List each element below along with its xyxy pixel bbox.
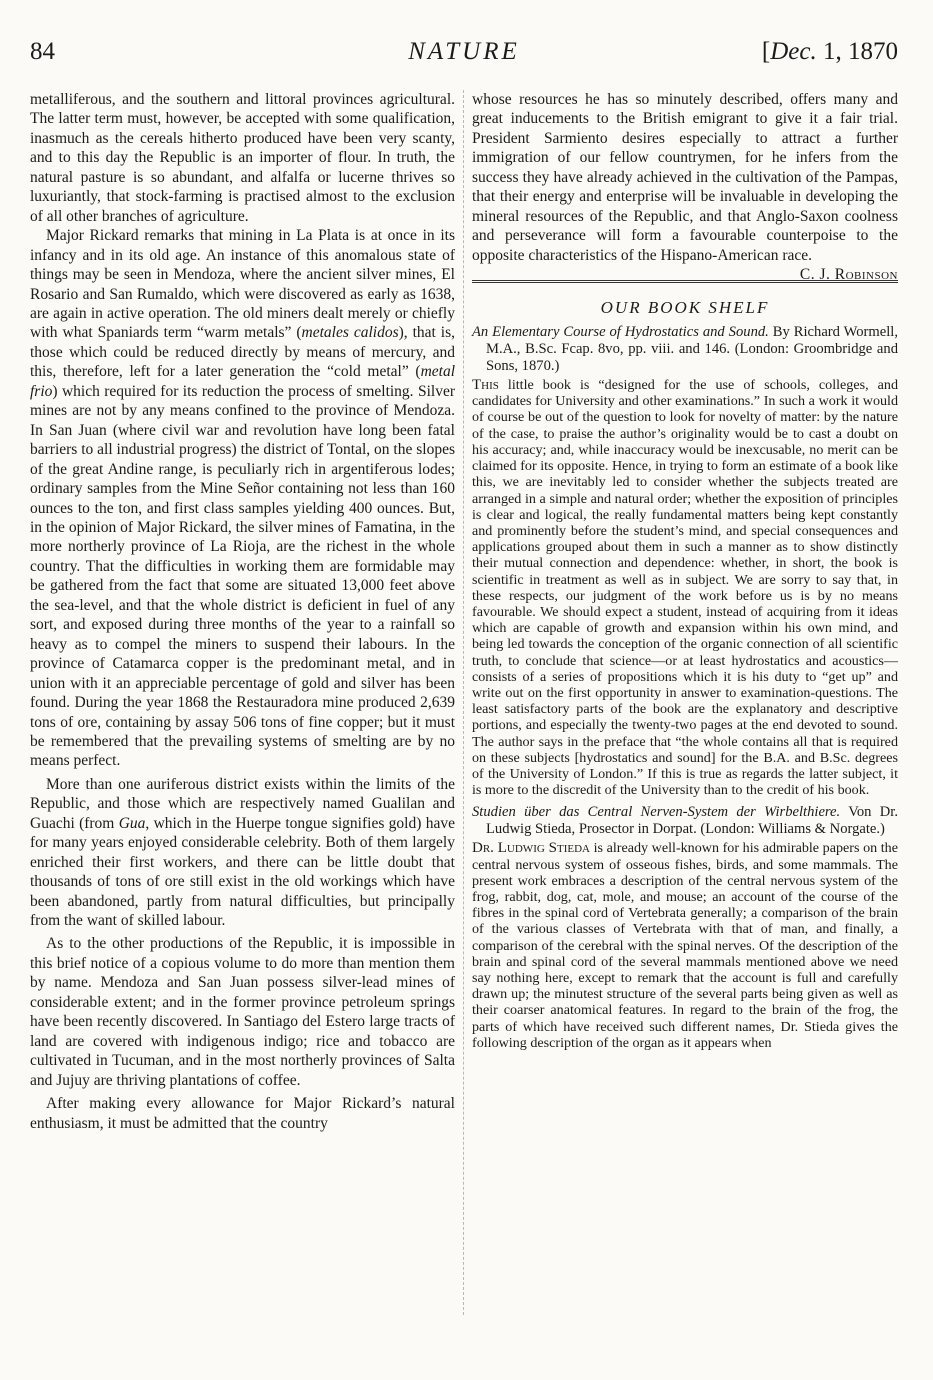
book-review-2 — [472, 804, 898, 1051]
term-metales-calidos: metales calidos — [301, 324, 399, 342]
left-paragraph-4: As to the other productions of the Republic, it is impossible in this brief notice of a copious volume to do more than mention them by name. Mendoza and San Juan possess silver-lead mines of considerable extent; and in the former province petroleum springs have been recently discovered. In Santiago del Estero large tracts of land are covered with indigenous indigo; rice and tobacco are cultivated in Tucuman, and in the most northerly provinces of Salta and Jujuy are thriving plantations of coffee. — [30, 935, 455, 1089]
author-signature: C. J. Robinson — [799, 266, 898, 284]
date-rest: 1, 1870 — [816, 38, 898, 65]
page-header — [30, 38, 898, 78]
term-metal-frio: metal frio — [30, 363, 455, 400]
left-paragraph-3: More than one auriferous district exists within the limits of the Republic, and those which are respectively named Gualilan and Guachi (from Gua, which in the Huerpe tongue signifies gold) have for many years enjoyed considerable celebrity. Both of them largely enriched their first workers, and there can be little doubt that thousands of tons of ore still exist in the old workings which have been abandoned, partly from natural difficulties, but principally from the want of skilled labour. — [30, 775, 455, 930]
left-paragraph-1: metalliferous, and the southern and littoral provinces agricultural. The latter term must, however, be accepted with some qualification, inasmuch as the cereals hitherto produced have been very scanty, and to this day the Republic is an importer of flour. In truth, the natural pasture is so abundant, and alfalfa or lucerne thrives so luxuriantly, that stock-farming is practised almost to the exclusion of all other branches of agriculture. — [30, 91, 455, 225]
page-number: 84 — [30, 38, 55, 65]
book-2-title: Studien über das Central Nerven-System der Wirbelthiere. — [472, 804, 841, 821]
date-bracket: [ — [761, 38, 771, 65]
term-gua: Gua — [118, 814, 146, 832]
book-1-review: This little book is “designed for the use of schools, colleges, and candidates for University and other examinations.” In such a work it would of course be out of the question to look for novelty of matter: by the nature of the case, to praise the author’s originality would be to cast a doubt on his accuracy; and, while inaccuracy would be inexcusable, no merit can be claimed for its opposite. Hence, in trying to form an estimate of a book like this, we are inevitably led to consider whether the subjects treated are arranged in a simple and natural order; whether the exposition of principles is clear and logical, the really fundamental matters being kept constantly and prominently before the student’s mind, and special consequences and applications grouped about them in such a manner as to show distinctly their mutual connection and dependence: whether, in short, the book is scientific in treatment as well as in subject. We are sorry to say that, in these respects, our judgment of the work before us is by no means favourable. We should expect a student, instead of acquiring from it ideas which are capable of growth and expansion within his own mind, and being led towards the conception of the organic connection of all scientific truth, to conclude that science—or at least hydrostatics and acoustics—consists of a series of propositions which it is his duty to “get up” and write out on the first opportunity in answer to examination-questions. The least satisfactory parts of the book are the explanatory and descriptive portions, and especially the twenty-two pages at the end devoted to sound. The author says in the preface that “the whole contains all that is required on these subjects [hydrostatics and sound] for the B.A. and B.Sc. degrees of the University of London.” If this is true as regards the latter subject, it is more to the discredit of the University than to the credit of his book. — [472, 377, 898, 799]
article-ending — [472, 90, 898, 284]
right-paragraph-1: whose resources he has so minutely described, offers many and great inducements to the British emigrant to give it a fair trial. President Sarmiento desires especially to attract a further immigration of our fellow countrymen, for he infers from the success they have already achieved in the cultivation of the Pampas, that their energy and enterprise will be invaluable in developing the mineral resources of the Republic, and that Anglo-Saxon coolness and perseverance will form a favourable counterpoise to the opposite characteristics of the Hispano-American race. C. J. Robinson — [472, 91, 898, 284]
column-divider — [463, 90, 464, 1315]
right-column — [472, 90, 898, 1051]
date-month: Dec. — [770, 38, 817, 65]
left-paragraph-2: Major Rickard remarks that mining in La Plata is at once in its infancy and in its old age. An instance of this anomalous state of things may be seen in Mendoza, where the ancient silver mines, El Rosario and San Rumaldo, which were discovered as early as 1638, are again in active operation. The old miners dealt merely or chiefly with what Spaniards term “warm metals” (metales calidos), that is, those which could be reduced directly by means of mercury, and this, therefore, left for a later generation the “cold metal” (metal frio) which required for its reduction the process of smelting. Silver mines are not by any means confined to the province of Mendoza. In San Juan (where civil war and revolution have long been fatal barriers to all industrial progress) the district of Tontal, on the slopes of the great Andine range, is peculiarly rich in argentiferous lodes; ordinary samples from the Mine Señor containing not less than 160 ounces to the ton, and first class samples yielding 400 ounces. But, in the opinion of Major Rickard, the silver mines of Famatina, in the more northerly province of La Rioja, are the richest in the whole country. That the difficulties in working them are formidable may be gathered from the fact that some are situated 13,000 feet above the sea-level, and that the whole district is deficient in fuel of any sort, and exposed during three months of the year to a rainfall so heavy as to compel the miners to suspend their labours. In the province of Catamarca copper is the predominant metal, and in union with it an appreciable percentage of gold and silver has been found. During the year 1868 the Restauradora mine produced 2,639 tons of ore, containing by assay 506 tons of fine copper; but it must be remembered that the prevailing systems of smelting are by no means perfect. — [30, 227, 455, 770]
book-2-heading — [472, 804, 898, 838]
left-paragraph-5: After making every allowance for Major Rickard’s natural enthusiasm, it must be admitted that the country — [30, 1095, 455, 1132]
section-heading: OUR BOOK SHELF — [600, 298, 770, 318]
book-1-title: An Elementary Course of Hydrostatics and Sound. — [472, 324, 769, 341]
book-2-review: Dr. Ludwig Stieda is already well-known for his admirable papers on the central nervous system of osseous fishes, birds, and some mammals. The present work embraces a description of the central nervous system of the frog, rabbit, dog, cat, mole, and mouse; an account of the course of the fibres in the spinal cord of Vertebrata generally; a comparison of the brain of the various classes of Vertebrata with that of man, and finally, a comparison of the cerebral with the spinal nerves. Of the description of the brain and spinal cord of the several mammals mentioned above we need say nothing here, except to remark that the account is full and carefully drawn up; the minutest structure of the several parts being given as well as their coarser anatomical features. In regard to the brain of the frog, the parts of which have received such different names, Dr. Stieda gives the following description of the organ as it appears when — [472, 840, 898, 1051]
book-review-1 — [472, 324, 898, 798]
issue-date — [762, 38, 898, 66]
book-1-meta: By Richard Wormell, M.A., B.Sc. Fcap. 8vo, pp. viii. and 146. (London: Groombridge and Sons, 1870.) — [486, 324, 898, 375]
left-column — [30, 90, 455, 1133]
book-1-heading — [472, 324, 898, 375]
book-2-meta: Von Dr. Ludwig Stieda, Prosector in Dorpat. (London: Williams & Norgate.) — [486, 804, 898, 838]
journal-title: NATURE — [408, 38, 520, 65]
